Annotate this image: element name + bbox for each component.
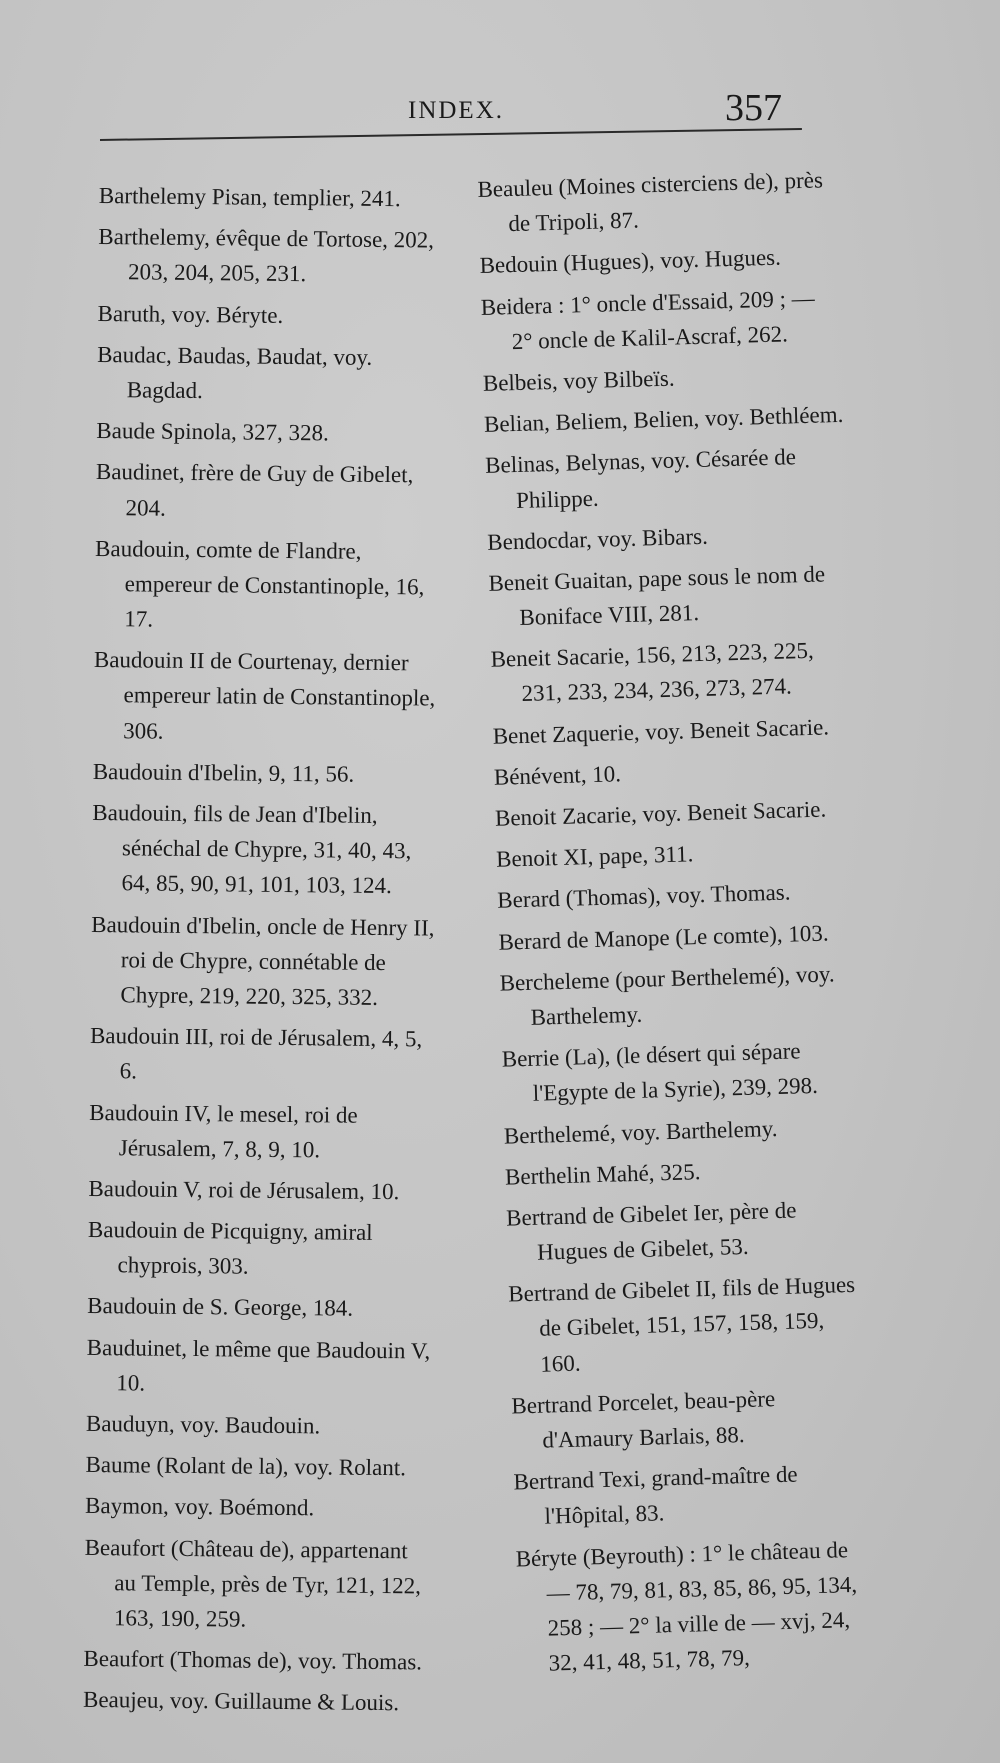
index-entry: Baude Spinola, 327, 328. — [96, 418, 330, 446]
index-entry: Barthelemy, évêque de Tortose, 202, 203, 204, 205, 231. — [98, 224, 435, 287]
index-entry: Bedouin (Hugues), voy. Hugues. — [479, 244, 782, 279]
index-entry: Baudouin d'Ibelin, oncle de Henry II, roi de Chypre, connétable de Chypre, 219, 220, 325, 332. — [91, 911, 435, 1010]
index-entry: Baudac, Baudas, Baudat, voy. Bagdad. — [97, 341, 373, 404]
index-entry: Barthelemy Pisan, templier, 241. — [98, 182, 401, 212]
index-entry: Baudouin IV, le mesel, roi de Jérusalem, 7, 8, 9, 10. — [89, 1099, 358, 1163]
index-entry: Berthelemé, voy. Barthelemy. — [503, 1115, 778, 1149]
index-entry: Baudinet, frère de Guy de Gibelet, 204. — [95, 459, 414, 521]
header-rule — [100, 128, 802, 141]
index-entry: Bénévent, 10. — [493, 761, 622, 790]
index-entry: Béryte (Beyrouth) : 1° le château de — 78, 79, 81, 83, 85, 86, 95, 134, 258 ; — 2° la ville de — xvj, 24, 32, 41, 48, 51, 78, 79, — [515, 1536, 858, 1676]
index-entry: Berard (Thomas), voy. Thomas. — [497, 879, 791, 914]
index-entry: Beaufort (Château de), appartenant au Temple, près de Tyr, 121, 122, 163, 190, 259. — [84, 1534, 422, 1632]
index-entry: Bertrand Texi, grand-maître de l'Hôpital, 83. — [513, 1461, 798, 1530]
index-entry: Baymon, voy. Boémond. — [84, 1493, 315, 1521]
page-number: 357 — [725, 87, 782, 129]
index-entry: Belbeis, voy Bilbeïs. — [482, 365, 675, 396]
index-entry: Baudouin, comte de Flandre, empereur de Constantinople, 16, 17. — [94, 535, 425, 632]
page-header — [0, 0, 1000, 160]
index-entry: Baudouin III, roi de Jérusalem, 4, 5, 6. — [89, 1023, 423, 1084]
index-entry: Berrie (La), (le désert qui sépare l'Egypte de la Syrie), 239, 298. — [501, 1038, 819, 1107]
index-column-left — [83, 178, 449, 1727]
index-entry: Beaufort (Thomas de), voy. Thomas. — [83, 1646, 423, 1675]
index-entry: Berthelin Mahé, 325. — [504, 1158, 701, 1190]
index-entry: Bertrand de Gibelet II, fils de Hugues de Gibelet, 151, 157, 158, 159, 160. — [508, 1272, 856, 1377]
index-entry: Bertrand Porcelet, beau-père d'Amaury Barlais, 88. — [511, 1385, 776, 1453]
index-entry: Baudouin de S. George, 184. — [87, 1293, 354, 1322]
index-entry: Baruth, voy. Béryte. — [97, 300, 284, 328]
index-entry: Beneit Guaitan, pape sous le nom de Boniface VIII, 281. — [488, 561, 826, 631]
index-entry: Belinas, Belynas, voy. Césarée de Philippe. — [484, 444, 797, 513]
index-entry: Baudouin V, roi de Jérusalem, 10. — [88, 1175, 400, 1205]
index-entry: Bendocdar, voy. Bibars. — [486, 523, 709, 555]
index-entry: Beaujeu, voy. Guillaume & Louis. — [82, 1687, 400, 1716]
index-entry: Bauduinet, le même que Baudouin V, 10. — [86, 1334, 431, 1396]
running-head: INDEX. — [408, 97, 505, 124]
index-entry: Beauleu (Moines cisterciens de), près de Tripoli, 87. — [477, 167, 824, 237]
index-entry: Baume (Rolant de la), voy. Rolant. — [85, 1452, 407, 1481]
index-entry: Bercheleme (pour Berthelemé), voy. Barthelemy. — [499, 961, 835, 1030]
index-entry: Benet Zaquerie, voy. Beneit Sacarie. — [492, 714, 830, 749]
index-column-right — [477, 162, 879, 1688]
index-entry: Baudouin II de Courtenay, dernier empereur latin de Constantinople, 306. — [93, 647, 436, 744]
index-entry: Beidera : 1° oncle d'Essaid, 209 ; — 2° oncle de Kalil-Ascraf, 262. — [480, 285, 815, 354]
index-entry: Bauduyn, voy. Baudouin. — [85, 1410, 321, 1439]
index-entry: Belian, Beliem, Belien, voy. Bethléem. — [483, 401, 844, 438]
index-entry: Bertrand de Gibelet Ier, père de Hugues de Gibelet, 53. — [505, 1197, 797, 1265]
index-entry: Baudouin, fils de Jean d'Ibelin, sénéchal de Chypre, 31, 40, 43, 64, 85, 90, 91, 101, 103, 124. — [92, 799, 412, 899]
index-entry: Baudouin d'Ibelin, 9, 11, 56. — [92, 758, 355, 787]
index-entry: Berard de Manope (Le comte), 103. — [498, 920, 829, 955]
index-entry: Benoit Zacarie, voy. Beneit Sacarie. — [494, 796, 827, 831]
index-entry: Benoit XI, pape, 311. — [495, 841, 694, 872]
index-entry: Baudouin de Picquigny, amiral chyprois, 303. — [87, 1217, 373, 1279]
index-entry: Beneit Sacarie, 156, 213, 223, 225, 231, 233, 234, 236, 273, 274. — [490, 638, 815, 707]
